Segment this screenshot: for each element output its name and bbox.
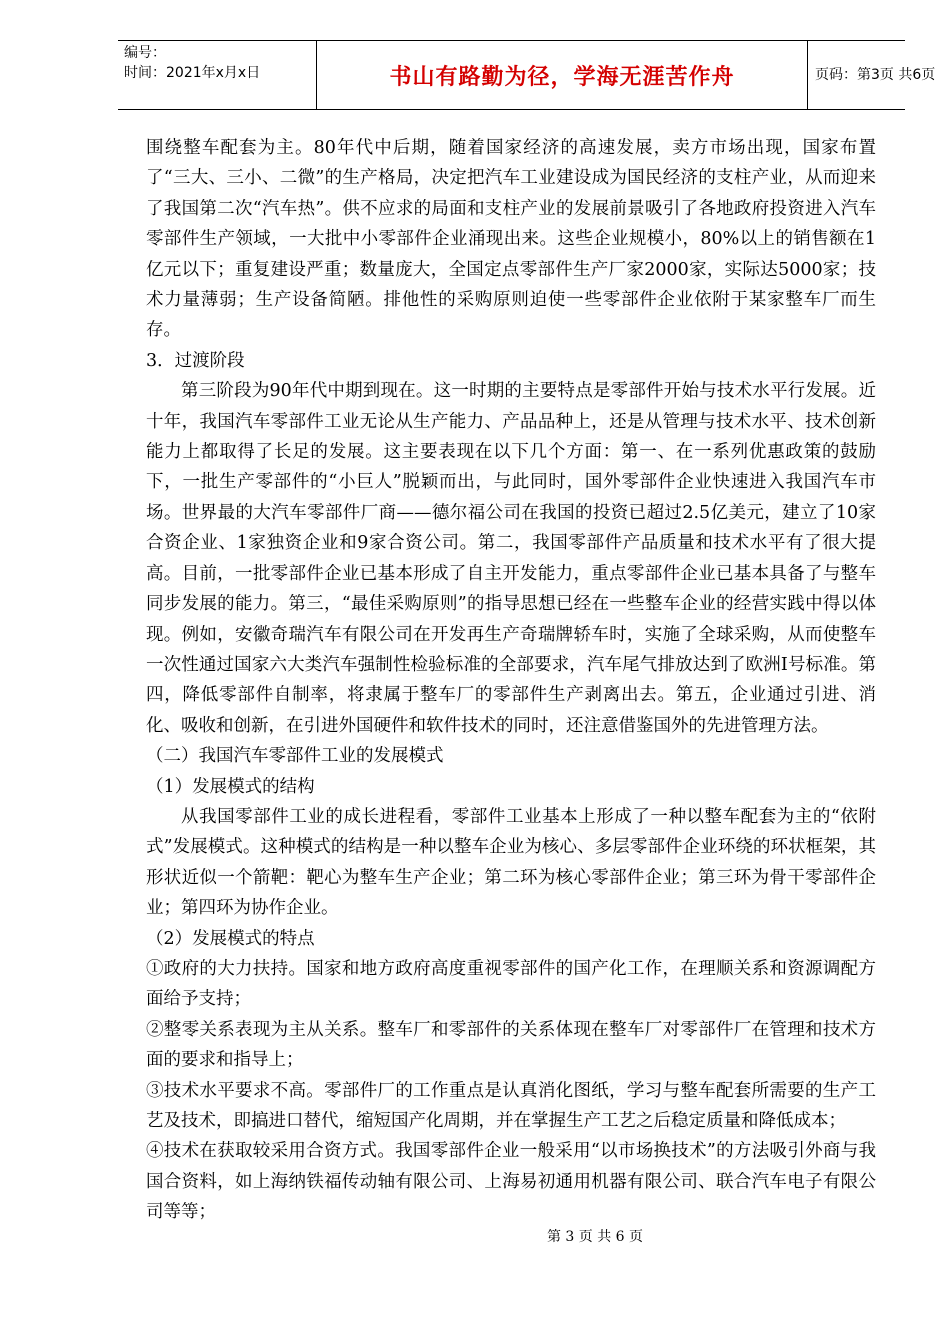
subsection-heading: （1）发展模式的结构 xyxy=(146,776,315,797)
header-motto-cell xyxy=(316,41,808,109)
motto-text: 书山有路勤为径，学海无涯苦作舟 xyxy=(389,64,735,90)
list-item: ①政府的大力扶持。国家和地方政府高度重视零部件的国产化工作，在理顺关系和资源调配方面给予支持； xyxy=(146,958,876,1010)
page-footer xyxy=(0,1226,950,1246)
list-item: ④技术在获取较采用合资方式。我国零部件企业一般采用“以市场换技术”的方法吸引外商与我国合资料，如上海纳铁福传动轴有限公司、上海易初通用机器有限公司、联合汽车电子有限公司等等； xyxy=(146,1141,876,1223)
paragraph: 第三阶段为90年代中期到现在。这一时期的主要特点是零部件开始与技术水平行发展。近十年，我国汽车零部件工业无论从生产能力、产品品种上，还是从管理与技术水平、技术创新能力上都取得了长足的发展。这主要表现在以下几个方面：第一、在一系列优惠政策的鼓励下，一批生产零部件的“小巨人”脱颖而出，与此同时，国外零部件企业快速进入我国汽车市场。世界最的大汽车零部件厂商——德尔福公司在我国的投资已超过2.5亿美元，建立了10家合资企业、1家独资企业和9家合资公司。第二，我国零部件产品质量和技术水平有了很大提高。目前，一批零部件企业已基本形成了自主开发能力，重点零部件企业已基本具备了与整车同步发展的能力。第三，“最佳采购原则”的指导思想已经在一些整车企业的经营实践中得以体现。例如，安徽奇瑞汽车有限公司在开发再生产奇瑞牌轿车时，实施了全球采购，从而使整车一次性通过国家六大类汽车强制性检验标准的全部要求，汽车尾气排放达到了欧洲I号标准。第四，降低零部件自制率，将隶属于整车厂的零部件生产剥离出去。第五，企业通过引进、消化、吸收和创新，在引进外国硬件和软件技术的同时，还注意借鉴国外的先进管理方法。 xyxy=(146,381,876,736)
page-label: 页码：第3页 共6页 xyxy=(815,67,936,83)
document-body xyxy=(146,133,876,1228)
paragraph: 围绕整车配套为主。80年代中后期，随着国家经济的高速发展，卖方市场出现，国家布置了“三大、三小、二微”的生产格局，决定把汽车工业建设成为国民经济的支柱产业，从而迎来了我国第二次“汽车热”。供不应求的局面和支柱产业的发展前景吸引了各地政府投资进入汽车零部件生产领域，一大批中小零部件企业涌现出来。这些企业规模小，80%以上的销售额在1亿元以下；重复建设严重；数量庞大，全国定点零部件生产厂家2000家，实际达5000家；技术力量薄弱；生产设备简陋。排他性的采购原则迫使一些零部件企业依附于某家整车厂而生存。 xyxy=(146,138,876,341)
time-label: 时间：2021年x月x日 xyxy=(124,65,261,81)
header-page-cell xyxy=(807,41,936,109)
list-item: ③技术水平要求不高。零部件厂的工作重点是认真消化图纸，学习与整车配套所需要的生产工艺及技术，即搞进口替代，缩短国产化周期，并在掌握生产工艺之后稳定质量和降低成本； xyxy=(146,1080,876,1131)
number-label: 编号： xyxy=(124,45,166,61)
header-meta xyxy=(118,41,316,109)
document-header xyxy=(118,40,936,110)
list-item: ②整零关系表现为主从关系。整车厂和零部件的关系体现在整车厂对零部件厂在管理和技术方面的要求和指导上； xyxy=(146,1019,876,1071)
section-heading: 3．过渡阶段 xyxy=(146,350,245,371)
subsection-heading: （2）发展模式的特点 xyxy=(146,928,315,949)
paragraph: 从我国零部件工业的成长进程看，零部件工业基本上形成了一种以整车配套为主的“依附式”发展模式。这种模式的结构是一种以整车企业为核心、多层零部件企业环绕的环状框架，其形状近似一个箭靶：靶心为整车生产企业；第二环为核心零部件企业；第三环为骨干零部件企业；第四环为协作企业。 xyxy=(146,806,876,919)
footer-page-number: 第 3 页 共 6 页 xyxy=(546,1229,644,1245)
section-heading: （二）我国汽车零部件工业的发展模式 xyxy=(146,746,444,767)
